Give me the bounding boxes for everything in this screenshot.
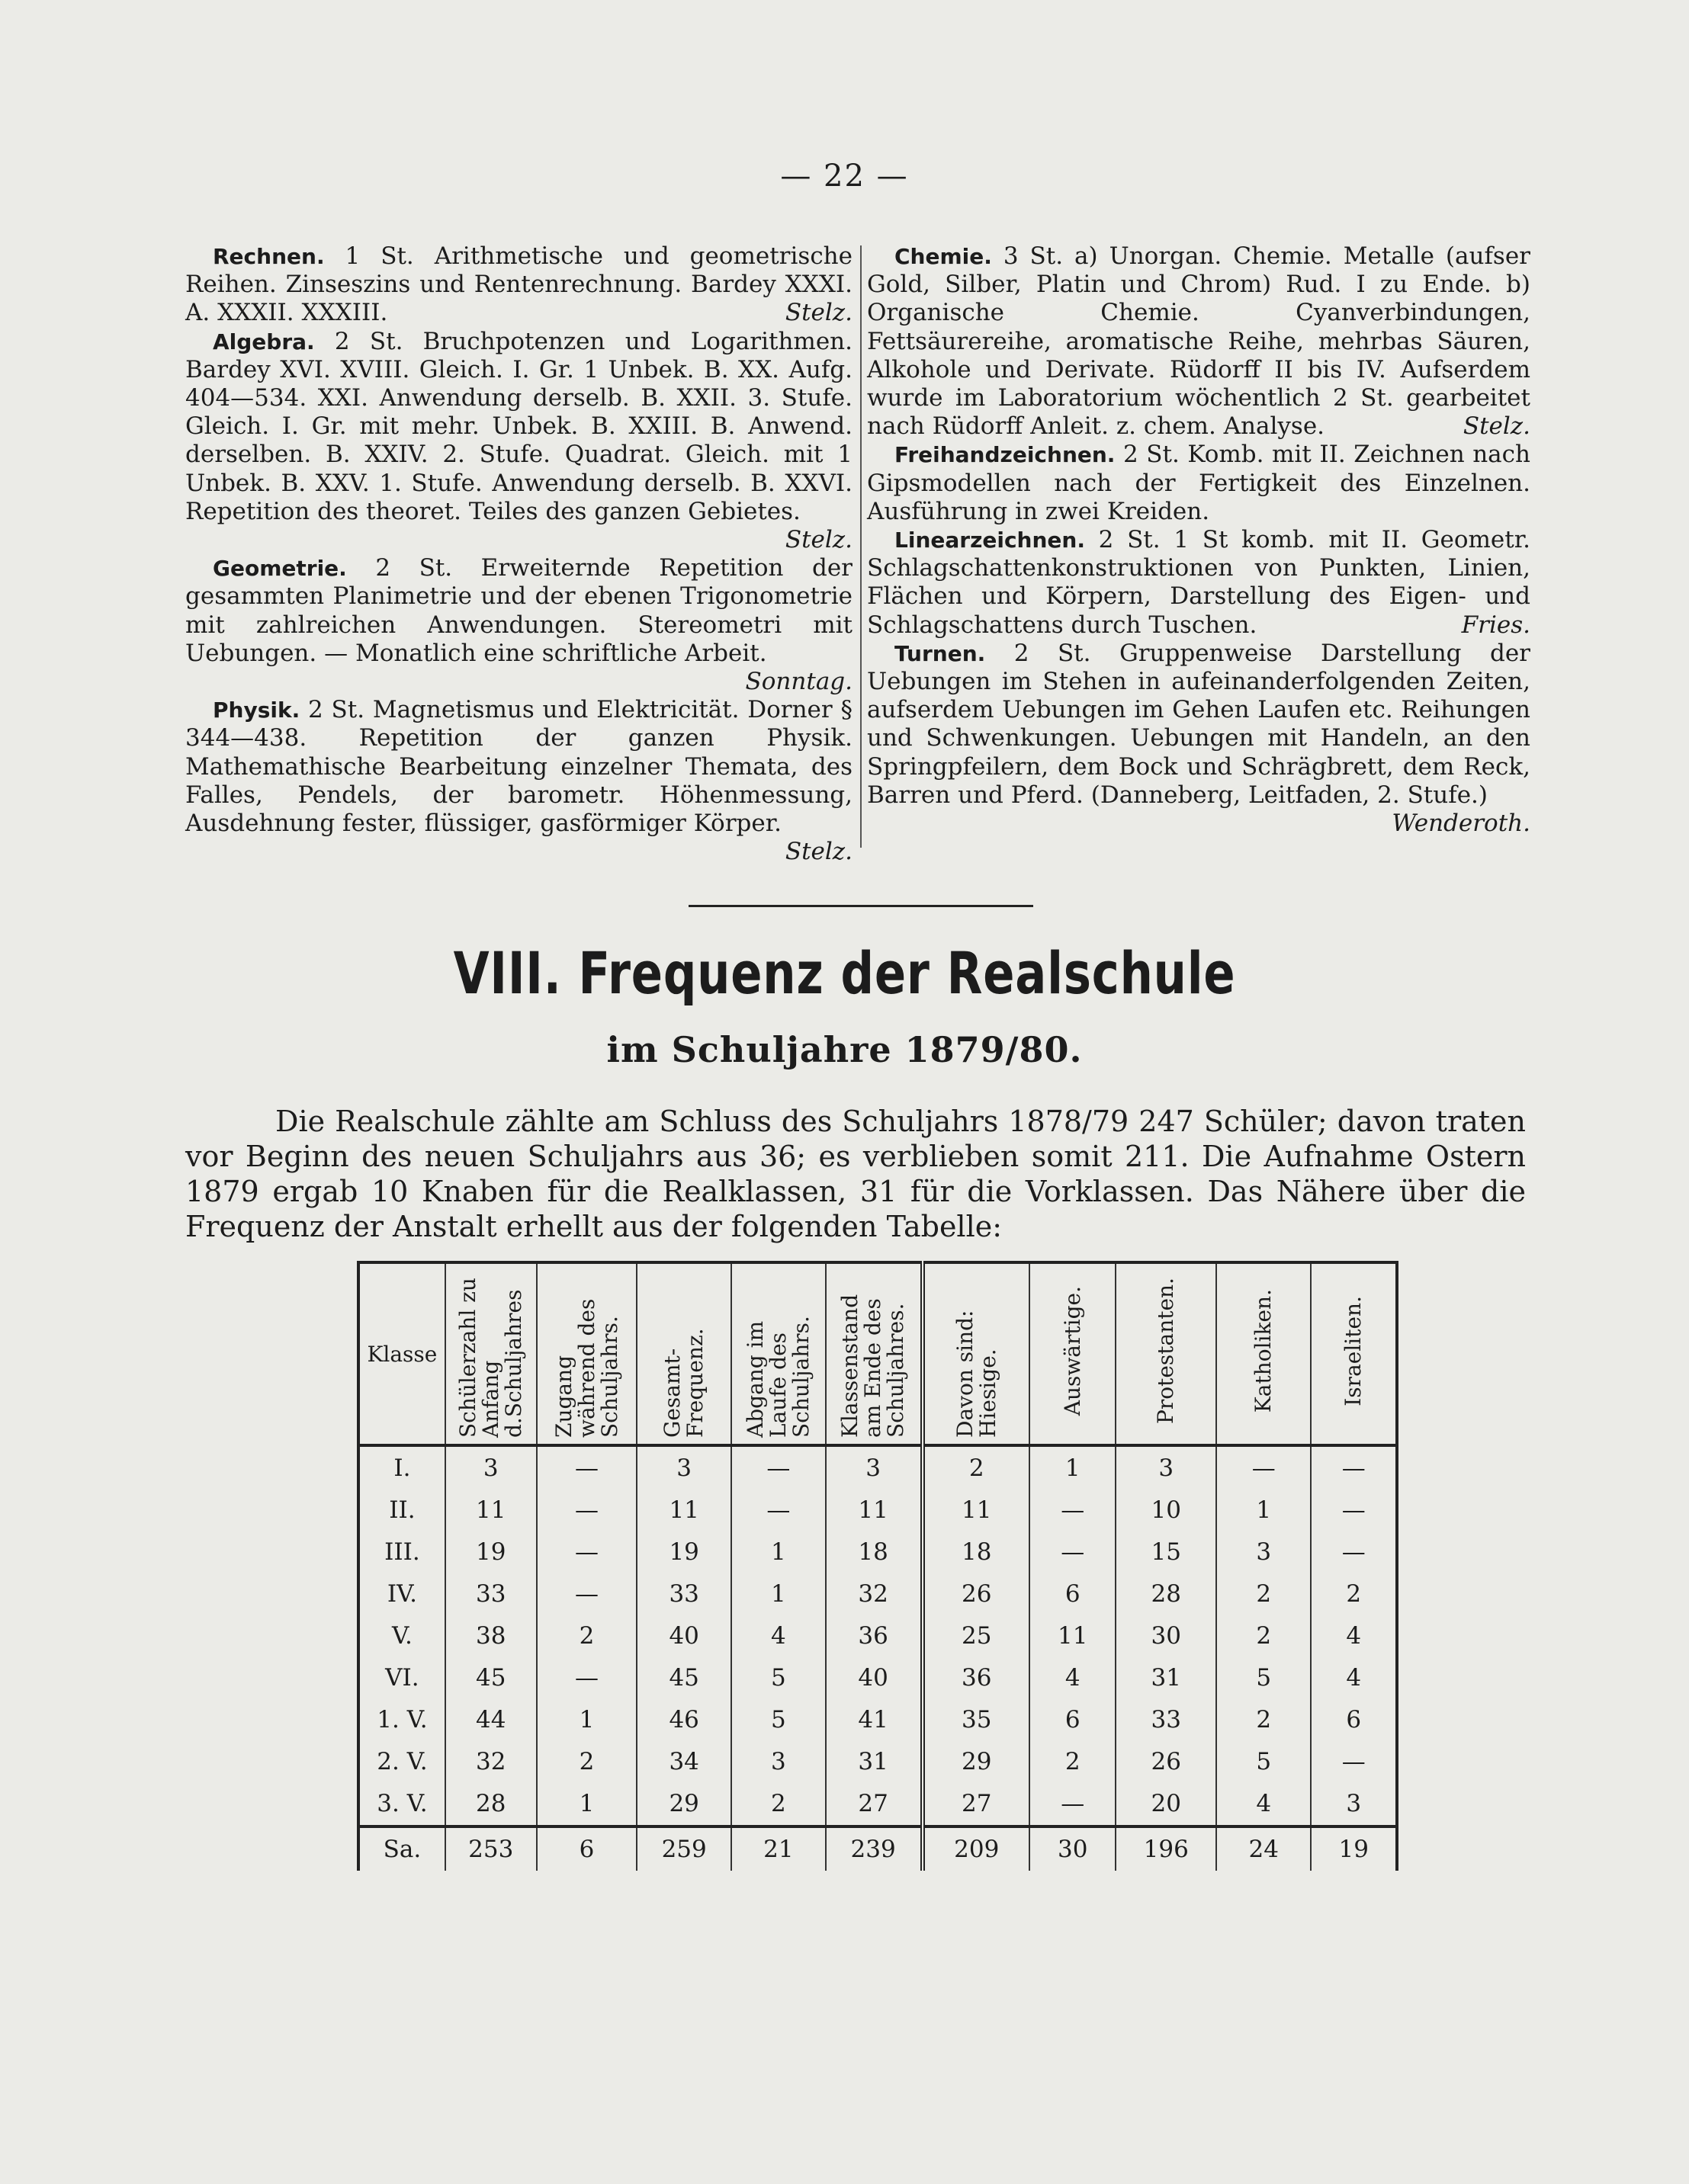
table-cell: 2 bbox=[1216, 1615, 1311, 1656]
table-cell: 1 bbox=[537, 1698, 637, 1740]
table-row bbox=[358, 1531, 1397, 1573]
table-cell: 18 bbox=[923, 1531, 1029, 1573]
table-cell: 4 bbox=[1216, 1782, 1311, 1826]
intro-paragraph: Die Realschule zählte am Schluss des Schuljahrs 1878/79 247 Schüler; davon traten vor Beginn des neuen Schuljahrs aus 36; es verblieben somit 211. Die Aufnahme Ostern 1879 ergab 10 Knaben für die Realklassen, 31 für die Vorklassen. Das Nähere über die Frequenz der Anstalt erhellt aus der folgenden Tabelle: bbox=[185, 1105, 1526, 1243]
table-cell: 33 bbox=[637, 1573, 731, 1615]
header-protestanten: Protestanten. bbox=[1116, 1262, 1216, 1445]
table-cell: 10 bbox=[1116, 1489, 1216, 1531]
table-cell: VI. bbox=[385, 1663, 419, 1692]
table-cell: 1. V. bbox=[377, 1705, 428, 1733]
table-total-row bbox=[358, 1826, 1397, 1871]
table-cell: 26 bbox=[1116, 1740, 1216, 1782]
table-row bbox=[358, 1740, 1397, 1782]
table-cell: 19 bbox=[445, 1531, 537, 1573]
total-cell: 253 bbox=[445, 1826, 537, 1871]
paragraph-geometrie: Geometrie. 2 St. Erweiternde Repetition der gesammten Planimetrie und der ebenen Trigonometrie mit zahlreichen Anwendungen. Stereometri mit Uebungen. — Monatlich eine schriftliche Arbeit. Sonntag. bbox=[185, 554, 853, 696]
table-row bbox=[358, 1615, 1397, 1656]
table-cell: 6 bbox=[1029, 1698, 1116, 1740]
table-cell: 6 bbox=[1311, 1698, 1397, 1740]
table-cell: I. bbox=[393, 1454, 411, 1482]
paragraph-algebra: Algebra. 2 St. Bruchpotenzen und Logarithmen. Bardey XVI. XVIII. Gleich. I. Gr. 1 Unbek. B. XX. Aufg. 404—534. XXI. Anwendung derselb. B. XXII. 3. Stufe. Gleich. I. Gr. mit mehr. Unbek. B. XXIII. B. Anwend. derselben. B. XXIV. 2. Stufe. Quadrat. Gleich. mit 1 Unbek. B. XXV. 1. Stufe. Anwendung derselb. B. XXVI. Repetition des theoret. Teiles des ganzen Gebietes. Stelz. bbox=[185, 327, 853, 554]
table-cell: 2 bbox=[731, 1782, 826, 1826]
table-cell: 11 bbox=[445, 1489, 537, 1531]
table-cell: 1 bbox=[731, 1531, 826, 1573]
header-schuelerzahl: Schülerzahl zu Anfang d.Schuljahres bbox=[445, 1262, 537, 1445]
section-title: VIII. Frequenz der Realschule bbox=[453, 939, 1236, 1007]
table-cell: — bbox=[1311, 1489, 1397, 1531]
header-hiesige: Davon sind: Hiesige. bbox=[923, 1262, 1029, 1445]
table-cell: 20 bbox=[1116, 1782, 1216, 1826]
table-cell: IV. bbox=[387, 1579, 417, 1608]
table-cell: 25 bbox=[923, 1615, 1029, 1656]
total-cell: 24 bbox=[1216, 1826, 1311, 1871]
table-cell: 2 bbox=[1216, 1573, 1311, 1615]
table-cell: — bbox=[1216, 1445, 1311, 1489]
column-divider bbox=[860, 245, 862, 848]
table-cell: 33 bbox=[1116, 1698, 1216, 1740]
table-cell: 34 bbox=[637, 1740, 731, 1782]
table-cell: 31 bbox=[826, 1740, 923, 1782]
section-subtitle: im Schuljahre 1879/80. bbox=[606, 1029, 1083, 1070]
table-row bbox=[358, 1698, 1397, 1740]
header-zugang: Zugang während des Schuljahrs. bbox=[537, 1262, 637, 1445]
table-cell: 3. V. bbox=[358, 1782, 445, 1826]
table-cell: — bbox=[1029, 1531, 1116, 1573]
table-cell: 1 bbox=[1216, 1489, 1311, 1531]
table-cell: 28 bbox=[1116, 1573, 1216, 1615]
header-klasse: Klasse bbox=[358, 1262, 445, 1445]
total-cell: 239 bbox=[826, 1826, 923, 1871]
table-row bbox=[358, 1656, 1397, 1698]
total-cell: Sa. bbox=[383, 1836, 422, 1863]
table-cell: 4 bbox=[1029, 1656, 1116, 1698]
table-cell: — bbox=[1029, 1489, 1116, 1531]
table-cell: 5 bbox=[731, 1656, 826, 1698]
table-cell: — bbox=[537, 1531, 637, 1573]
table-cell: 44 bbox=[445, 1698, 537, 1740]
table-cell: 36 bbox=[826, 1615, 923, 1656]
table-cell: 1 bbox=[537, 1782, 637, 1826]
table-cell: 2 bbox=[537, 1740, 637, 1782]
total-cell: 19 bbox=[1311, 1826, 1397, 1871]
table-cell: 29 bbox=[923, 1740, 1029, 1782]
table-cell: 11 bbox=[923, 1489, 1029, 1531]
table-cell: 19 bbox=[637, 1531, 731, 1573]
table-cell: 30 bbox=[1116, 1615, 1216, 1656]
table-row bbox=[358, 1489, 1397, 1531]
table-cell: 40 bbox=[637, 1615, 731, 1656]
table-cell: 2 bbox=[537, 1615, 637, 1656]
table-cell: 4 bbox=[731, 1615, 826, 1656]
table-cell: — bbox=[537, 1656, 637, 1698]
table-cell: — bbox=[731, 1489, 826, 1531]
table-cell: 2 bbox=[1029, 1740, 1116, 1782]
table-cell: 3 bbox=[1216, 1531, 1311, 1573]
table-cell: — bbox=[1311, 1531, 1397, 1573]
table-cell: 36 bbox=[923, 1656, 1029, 1698]
header-klassenstand: Klassenstand am Ende des Schuljahres. bbox=[826, 1262, 923, 1445]
table-cell: 31 bbox=[1116, 1656, 1216, 1698]
table-cell: 4 bbox=[1311, 1656, 1397, 1698]
table-cell: 45 bbox=[445, 1656, 537, 1698]
paragraph-rechnen: Rechnen. 1 St. Arithmetische und geometrische Reihen. Zinseszins und Rentenrechnung. Bardey XXXI. A. XXXII. XXXIII. Stelz. bbox=[185, 242, 853, 327]
table-cell: 38 bbox=[445, 1615, 537, 1656]
total-cell: 21 bbox=[731, 1826, 826, 1871]
table-cell: 3 bbox=[637, 1445, 731, 1489]
total-cell: 196 bbox=[1116, 1826, 1216, 1871]
table-cell: — bbox=[1311, 1740, 1397, 1782]
table-cell: 5 bbox=[731, 1698, 826, 1740]
right-column bbox=[867, 242, 1530, 838]
table-cell: 26 bbox=[923, 1573, 1029, 1615]
table-cell: 1 bbox=[1029, 1445, 1116, 1489]
total-cell: 259 bbox=[637, 1826, 731, 1871]
table-cell: 3 bbox=[826, 1445, 923, 1489]
frequency-table bbox=[357, 1261, 1398, 1871]
table-row bbox=[358, 1782, 1397, 1826]
table-row bbox=[358, 1445, 1397, 1489]
table-cell: — bbox=[731, 1445, 826, 1489]
table-cell: III. bbox=[384, 1538, 420, 1566]
paragraph-physik: Physik. 2 St. Magnetismus und Elektricität. Dorner § 344—438. Repetition der ganzen Physik. Mathemathische Bearbeitung einzelner Themata, des Falles, Pendels, der barometr. Höhenmessung, Ausdehnung fester, flüssiger, gasförmiger Körper. Stelz. bbox=[185, 696, 853, 866]
table-cell: 5 bbox=[1216, 1656, 1311, 1698]
table-cell: 2 bbox=[923, 1445, 1029, 1489]
paragraph-linearzeichnen: Linearzeichnen. 2 St. 1 St komb. mit II. Geometr. Schlagschattenkonstruktionen von Punkten, Linien, Flächen und Körpern, Darstellung des Eigen- und Schlagschattens durch Tuschen. Fries. bbox=[867, 526, 1531, 639]
left-column bbox=[185, 242, 853, 866]
table-cell: 41 bbox=[826, 1698, 923, 1740]
header-gesamt: Gesamt-Frequenz. bbox=[637, 1262, 731, 1445]
table-cell: 27 bbox=[826, 1782, 923, 1826]
header-auswaertige: Auswärtige. bbox=[1029, 1262, 1116, 1445]
paragraph-freihandzeichnen: Freihandzeichnen. 2 St. Komb. mit II. Zeichnen nach Gipsmodellen nach der Fertigkeit des Einzelnen. Ausführung in zwei Kreiden. bbox=[867, 441, 1530, 525]
table-cell: — bbox=[1029, 1782, 1116, 1826]
table-cell: 11 bbox=[826, 1489, 923, 1531]
total-cell: 209 bbox=[923, 1826, 1029, 1871]
table-cell: V. bbox=[392, 1621, 413, 1650]
table-cell: 33 bbox=[445, 1573, 537, 1615]
table-cell: 2 bbox=[1216, 1698, 1311, 1740]
header-israeliten: Israeliten. bbox=[1311, 1262, 1397, 1445]
table-cell: 28 bbox=[445, 1782, 537, 1826]
table-cell: 45 bbox=[637, 1656, 731, 1698]
table-cell: 15 bbox=[1116, 1531, 1216, 1573]
table-header-row bbox=[358, 1262, 1397, 1445]
total-cell: 6 bbox=[537, 1826, 637, 1871]
table-cell: 3 bbox=[445, 1445, 537, 1489]
table-cell: II. bbox=[389, 1496, 416, 1524]
table-cell: — bbox=[1311, 1445, 1397, 1489]
table-cell: 29 bbox=[637, 1782, 731, 1826]
table-cell: 3 bbox=[1116, 1445, 1216, 1489]
table-cell: 2 bbox=[1311, 1573, 1397, 1615]
table-cell: 6 bbox=[1029, 1573, 1116, 1615]
table-cell: 18 bbox=[826, 1531, 923, 1573]
section-rule bbox=[689, 905, 1033, 907]
table-cell: 32 bbox=[445, 1740, 537, 1782]
table-row bbox=[358, 1573, 1397, 1615]
table-cell: 3 bbox=[731, 1740, 826, 1782]
table-cell: 32 bbox=[826, 1573, 923, 1615]
header-katholiken: Katholiken. bbox=[1216, 1262, 1311, 1445]
table-cell: 5 bbox=[1216, 1740, 1311, 1782]
table-cell: 4 bbox=[1311, 1615, 1397, 1656]
table-cell: — bbox=[537, 1489, 637, 1531]
table-cell: 3 bbox=[1311, 1782, 1397, 1826]
table-cell: — bbox=[537, 1573, 637, 1615]
page-number: — 22 — bbox=[780, 159, 909, 194]
table-cell: 46 bbox=[637, 1698, 731, 1740]
table-cell: 1 bbox=[731, 1573, 826, 1615]
header-abgang: Abgang im Laufe des Schuljahrs. bbox=[731, 1262, 826, 1445]
paragraph-chemie: Chemie. 3 St. a) Unorgan. Chemie. Metalle (aufser Gold, Silber, Platin und Chrom) Rud. I zu Ende. b) Organische Chemie. Cyanverbindungen, Fettsäurereihe, aromatische Reihe, mehrbas Säuren, Alkohole und Derivate. Rüdorff II bis IV. Aufserdem wurde im Laboratorium wöchentlich 2 St. gearbeitet nach Rüdorff Anleit. z. chem. Analyse. Stelz. bbox=[867, 242, 1530, 441]
paragraph-turnen: Turnen. 2 St. Gruppenweise Darstellung der Uebungen im Stehen in aufeinanderfolgenden Zeiten, aufserdem Uebungen im Gehen Laufen etc. Reihungen und Schwenkungen. Uebungen mit Handeln, an den Springpfeilern, dem Bock und Schrägbrett, dem Reck, Barren und Pferd. (Danneberg, Leitfaden, 2. Stufe.) Wenderoth. bbox=[867, 639, 1531, 838]
table-cell: 11 bbox=[1029, 1615, 1116, 1656]
table-cell: 2. V. bbox=[377, 1747, 428, 1775]
table-cell: 11 bbox=[637, 1489, 731, 1531]
table-cell: 35 bbox=[923, 1698, 1029, 1740]
table-cell: 27 bbox=[923, 1782, 1029, 1826]
total-cell: 30 bbox=[1029, 1826, 1116, 1871]
table-cell: 40 bbox=[826, 1656, 923, 1698]
table-cell: — bbox=[537, 1445, 637, 1489]
